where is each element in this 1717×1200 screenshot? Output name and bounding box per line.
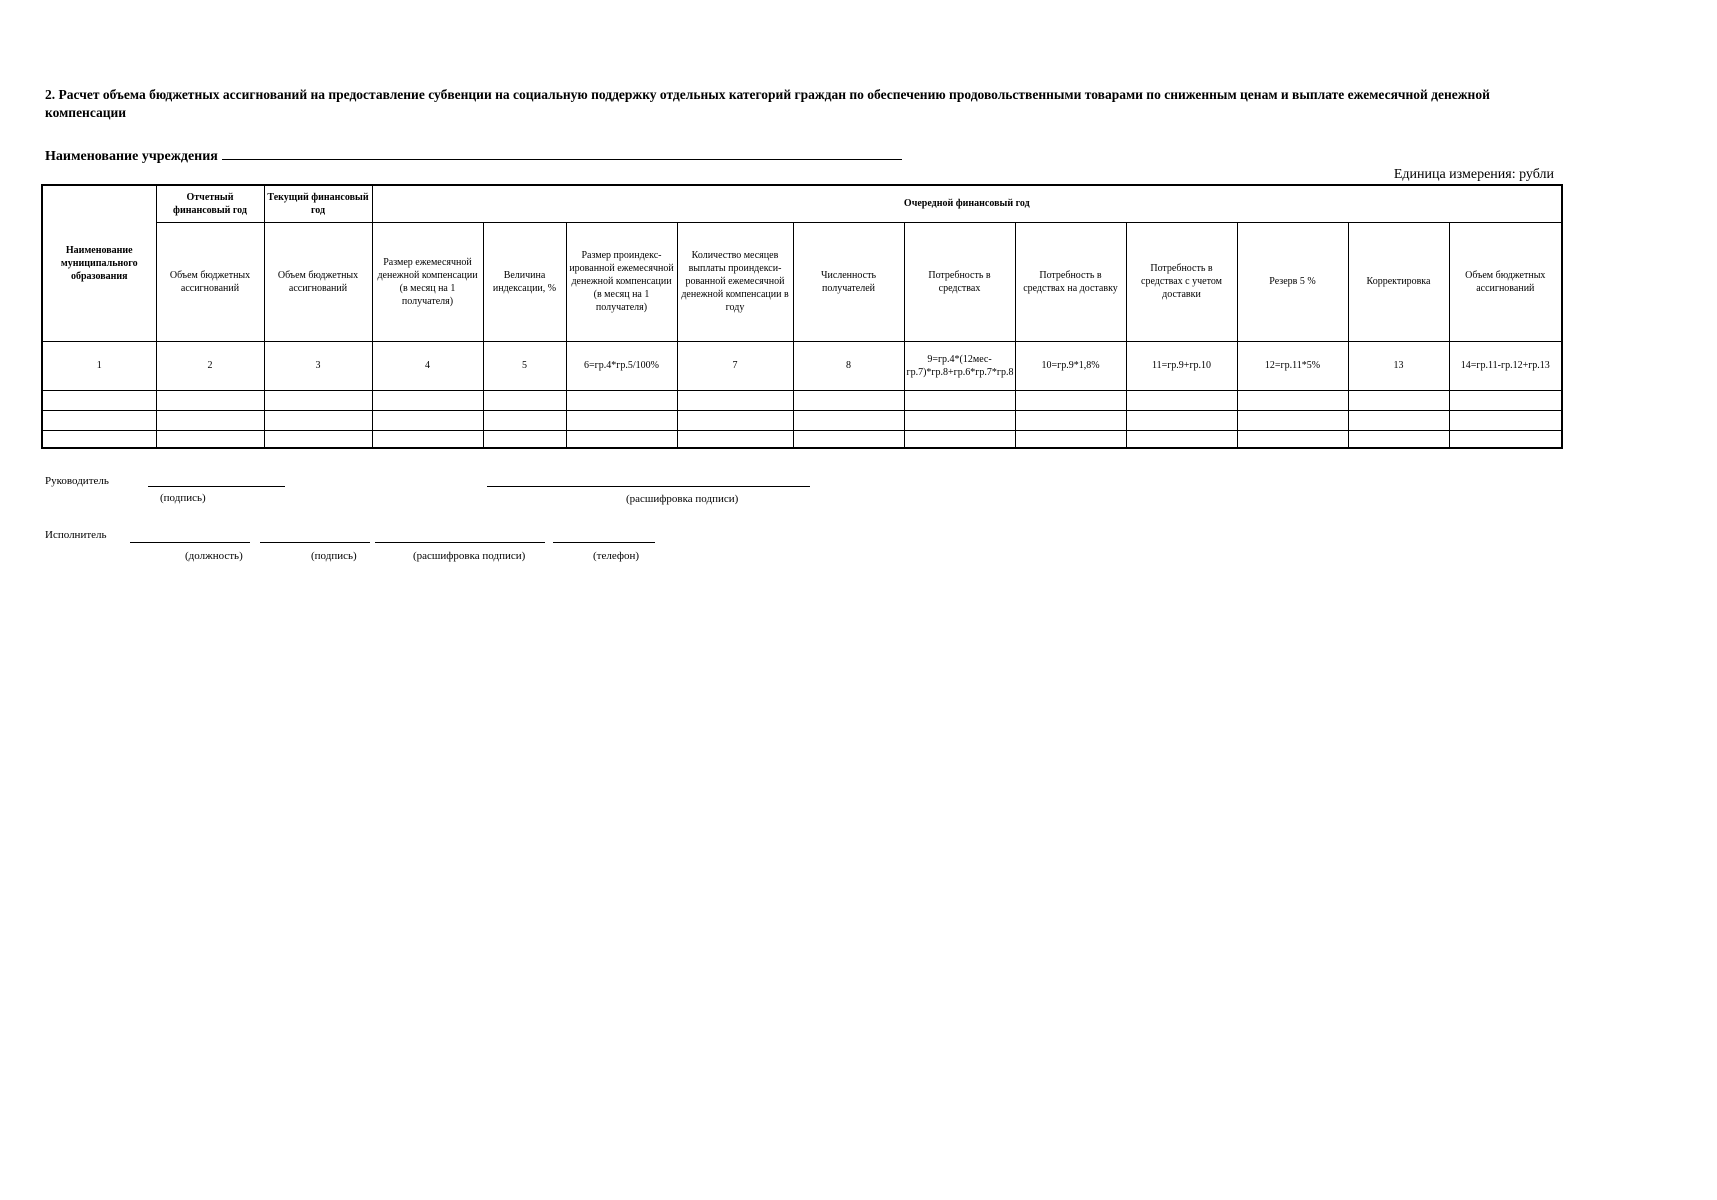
head-signature-caption: (подпись) [160, 492, 206, 504]
col-number: 3 [264, 341, 372, 390]
col-number: 8 [793, 341, 904, 390]
head-signature-line[interactable] [148, 486, 285, 487]
header-col-11: Потребность в средствах с учетом доставки [1126, 222, 1237, 341]
header-reporting-year: Отчетный финансовый год [156, 185, 264, 222]
header-next-year: Очередной финансовый год [372, 185, 1562, 222]
header-col-4: Размер ежемесячной денежной компенсации (в месяц на 1 получателя) [372, 222, 483, 341]
header-current-year: Текущий финансовый год [264, 185, 372, 222]
executor-position-line[interactable] [130, 542, 250, 543]
col-number: 11=гр.9+гр.10 [1126, 341, 1237, 390]
executor-position-caption: (должность) [185, 550, 243, 562]
header-col-3: Объем бюджетных ассигнований [264, 222, 372, 341]
col-number: 14=гр.11-гр.12+гр.13 [1449, 341, 1562, 390]
col-number: 13 [1348, 341, 1449, 390]
col-number: 12=гр.11*5% [1237, 341, 1348, 390]
header-row-groups [42, 185, 1562, 222]
header-col-2: Объем бюджетных ассигнований [156, 222, 264, 341]
header-col-13: Корректировка [1348, 222, 1449, 341]
header-col-6: Размер проиндекс-ированной ежемесячной денежной компенсации (в месяц на 1 получателя) [566, 222, 677, 341]
col-number: 10=гр.9*1,8% [1015, 341, 1126, 390]
budget-table [41, 184, 1563, 449]
col-number: 9=гр.4*(12мес-гр.7)*гр.8+гр.6*гр.7*гр.8 [904, 341, 1015, 390]
col-number: 5 [483, 341, 566, 390]
executor-signature-line[interactable] [260, 542, 370, 543]
header-row-columns [42, 222, 1562, 341]
col-number: 4 [372, 341, 483, 390]
table-row [42, 410, 1562, 430]
col-number: 2 [156, 341, 264, 390]
institution-input-line[interactable] [222, 147, 902, 160]
head-decoding-line[interactable] [487, 486, 810, 487]
header-col-10: Потребность в средствах на доставку [1015, 222, 1126, 341]
header-col-8: Численность получателей [793, 222, 904, 341]
executor-label: Исполнитель [45, 529, 107, 541]
header-col-14: Объем бюджетных ассигнований [1449, 222, 1562, 341]
column-numbers-row [42, 341, 1562, 390]
header-col-12: Резерв 5 % [1237, 222, 1348, 341]
col-number: 7 [677, 341, 793, 390]
head-decoding-caption: (расшифровка подписи) [626, 493, 739, 505]
header-municipality: Наименование муниципального образования [42, 185, 156, 341]
institution-label: Наименование учреждения [45, 149, 218, 164]
header-col-7: Количество месяцев выплаты проиндекси-рованной ежемесячной денежной компенсации в году [677, 222, 793, 341]
executor-decoding-line[interactable] [375, 542, 545, 543]
document-title: 2. Расчет объема бюджетных ассигнований на предоставление субвенции на социальную поддержку отдельных категорий граждан по обеспечению продовольственными товарами по сниженным ценам и выплате ежемесячной денежной компенсации [45, 87, 1490, 120]
institution-field [45, 147, 902, 165]
executor-phone-caption: (телефон) [593, 550, 640, 562]
head-label: Руководитель [45, 475, 109, 487]
table-row [42, 430, 1562, 448]
header-col-5: Величина индексации, % [483, 222, 566, 341]
header-col-9: Потребность в средствах [904, 222, 1015, 341]
executor-phone-line[interactable] [553, 542, 655, 543]
executor-signature-caption: (подпись) [311, 550, 357, 562]
units-label: Единица измерения: рубли [1393, 167, 1554, 182]
col-number: 6=гр.4*гр.5/100% [566, 341, 677, 390]
table-row [42, 390, 1562, 410]
col-number: 1 [42, 341, 156, 390]
executor-decoding-caption: (расшифровка подписи) [413, 550, 526, 562]
